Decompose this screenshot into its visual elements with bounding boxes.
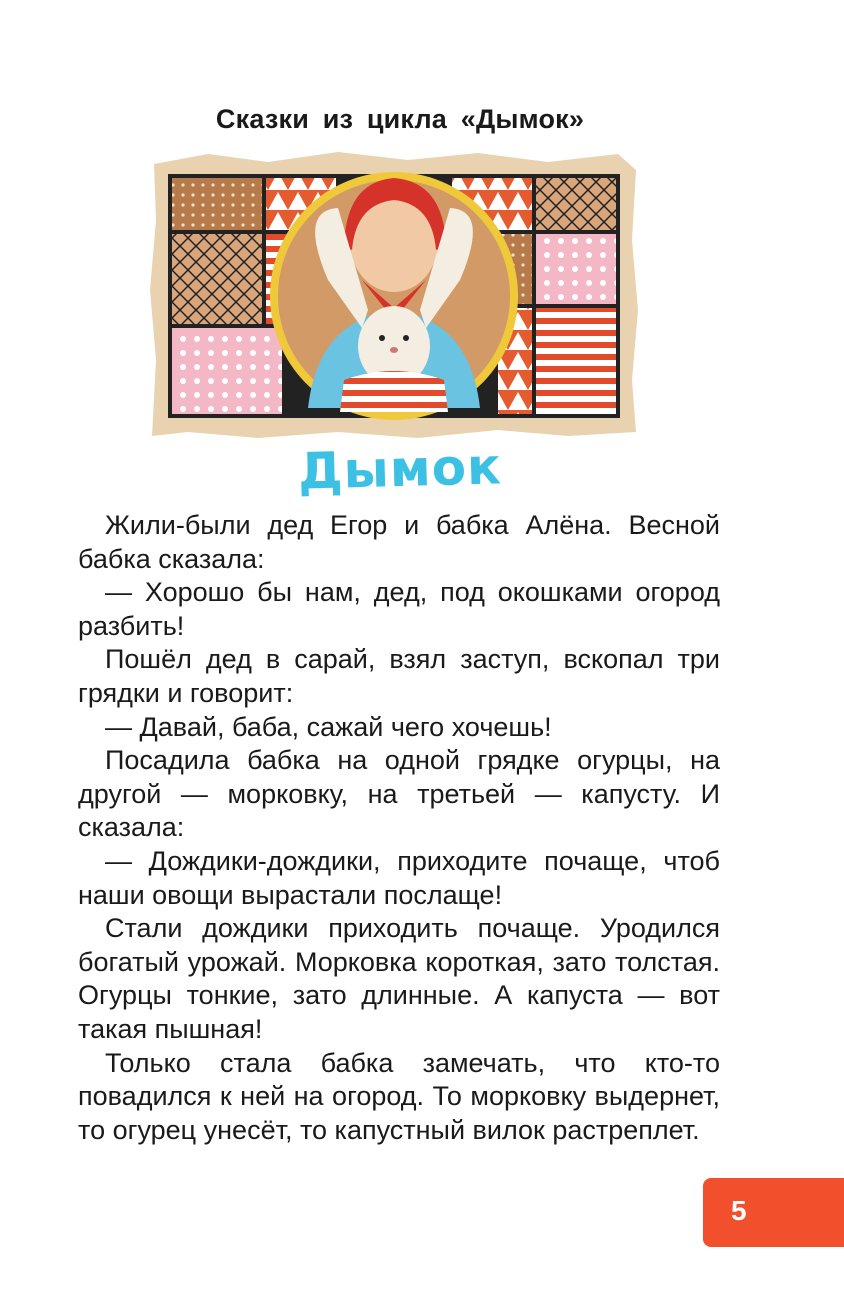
paragraph: — Давай, баба, сажай чего хочешь! xyxy=(105,711,552,742)
paragraph: Стали дождики приходить почаще. Уродился богатый урожай. Морковка короткая, зато толстая. Огурцы тонкие, зато длинные. А капуста — вот такая пышная! xyxy=(78,913,720,1044)
running-title: Сказки из цикла «Дымок» xyxy=(215,104,585,134)
paragraph: — Хорошо бы нам, дед, под окошками огород разбить! xyxy=(78,577,720,641)
paragraph: Только стала бабка замечать, что кто-то повадился к ней на огород. То морковку выдернет, то огурец унесёт, то капустный вилок растреплет. xyxy=(78,1047,720,1145)
story-body xyxy=(78,509,720,1147)
paragraph: — Дождики-дождики, приходите почаще, чтоб наши овощи вырастали послаще! xyxy=(78,845,720,910)
story-title: Дымок xyxy=(297,437,503,501)
paragraph: Пошёл дед в сарай, взял заступ, вскопал три грядки и говорит: xyxy=(78,644,720,708)
story-illustration xyxy=(148,150,640,440)
paragraph: Жили-были дед Егор и бабка Алёна. Весной бабка сказала: xyxy=(78,510,720,574)
page-number: 5 xyxy=(731,1195,747,1226)
page-number-tab xyxy=(703,1178,844,1247)
paragraph: Посадила бабка на одной грядке огурцы, на другой — морковку, на третьей — капусту. И сказала: xyxy=(78,745,720,843)
